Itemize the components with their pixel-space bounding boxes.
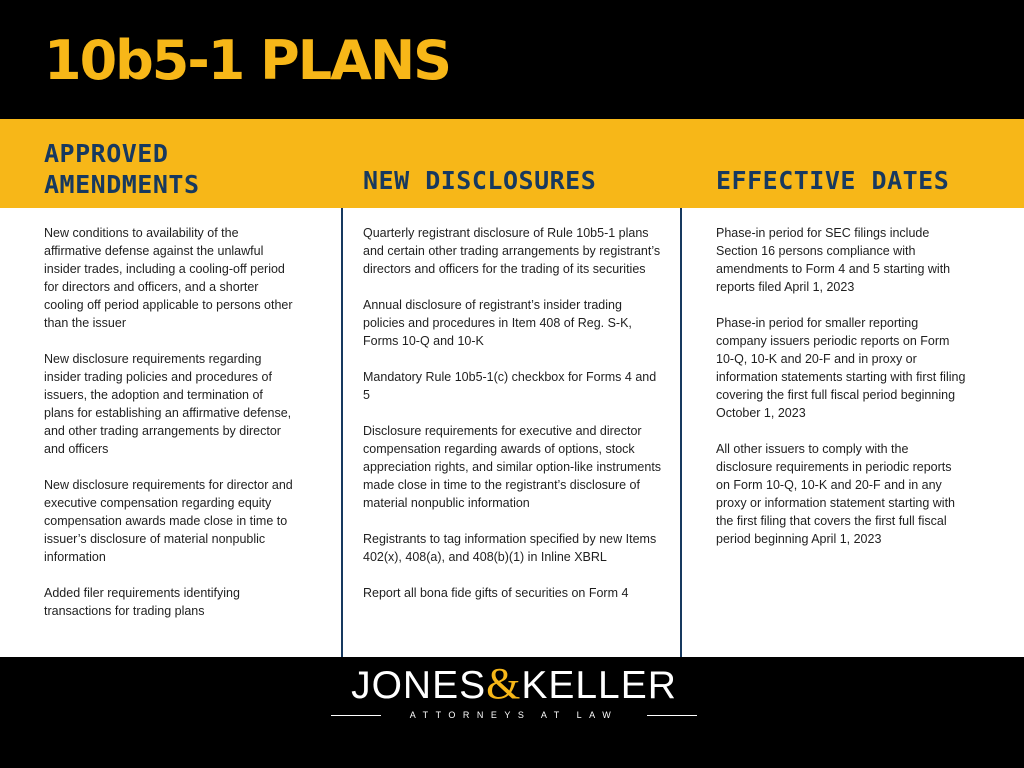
list-item: Report all bona fide gifts of securities on Form 4 [363, 586, 629, 600]
approved-amendments-list [44, 224, 296, 638]
list-item: Disclosure requirements for executive and director compensation regarding awards of options, stock appreciation rights, and similar option-like instruments made close in time to the registrant’s disclosure of material nonpublic information [363, 424, 662, 510]
heading-approved-amendments: APPROVED AMENDMENTS [44, 139, 200, 199]
tagline-rule-left [331, 715, 381, 716]
logo-name-right: KELLER [521, 664, 677, 707]
list-item: Annual disclosure of registrant’s insider trading policies and procedures in Item 408 of Reg. S-K, Forms 10-Q and 10-K [363, 298, 632, 348]
new-disclosures-list [363, 224, 663, 620]
column-divider [341, 208, 343, 657]
list-item: Added filer requirements identifying transactions for trading plans [44, 586, 240, 618]
list-item: Registrants to tag information specified by new Items 402(x), 408(a), and 408(b)(1) in Inline XBRL [363, 532, 657, 564]
heading-effective-dates: EFFECTIVE DATES [716, 166, 950, 195]
list-item: New disclosure requirements regarding insider trading policies and procedures of issuers, the adoption and termination of plans for establishing an affirmative defense, and other trading arrangements by director and officers [44, 352, 292, 456]
column-divider [680, 208, 682, 657]
list-item: Phase-in period for SEC filings include Section 16 persons compliance with amendments to Form 4 and 5 starting with reports filed April 1, 2023 [716, 226, 951, 294]
list-item: All other issuers to comply with the disclosure requirements in periodic reports on Form 10-Q, 10-K and 20-F and in any proxy or information statement starting with the first filing that covers the first full fiscal period beginning April 1, 2023 [716, 442, 955, 546]
logo-wordmark [331, 659, 697, 708]
page-title: 10b5-1 PLANS [44, 29, 451, 92]
list-item: Quarterly registrant disclosure of Rule 10b5-1 plans and certain other trading arrangements by registrant’s directors and officers for the trading of its securities [363, 226, 661, 276]
list-item: Mandatory Rule 10b5-1(c) checkbox for Forms 4 and 5 [363, 370, 657, 402]
logo-tagline-row [331, 709, 697, 721]
list-item: New conditions to availability of the affirmative defense against the unlawful insider trades, including a cooling-off period for directors and officers, and a shorter cooling off period applicable to persons other than the issuer [44, 226, 293, 330]
logo-tagline: ATTORNEYS AT LAW [409, 710, 619, 720]
effective-dates-list [716, 224, 968, 566]
heading-new-disclosures: NEW DISCLOSURES [363, 166, 597, 195]
jones-keller-logo [331, 659, 697, 726]
list-item: New disclosure requirements for director and executive compensation regarding equity compensation awards made close in time to issuer’s disclosure of material nonpublic information [44, 478, 293, 564]
logo-ampersand: & [486, 659, 522, 708]
list-item: Phase-in period for smaller reporting company issuers periodic reports on Form 10-Q, 10-K and 20-F and in proxy or information statements starting with first filing covering the first full fiscal period beginning October 1, 2023 [716, 316, 966, 420]
tagline-rule-right [647, 715, 697, 716]
logo-name-left: JONES [351, 664, 487, 707]
